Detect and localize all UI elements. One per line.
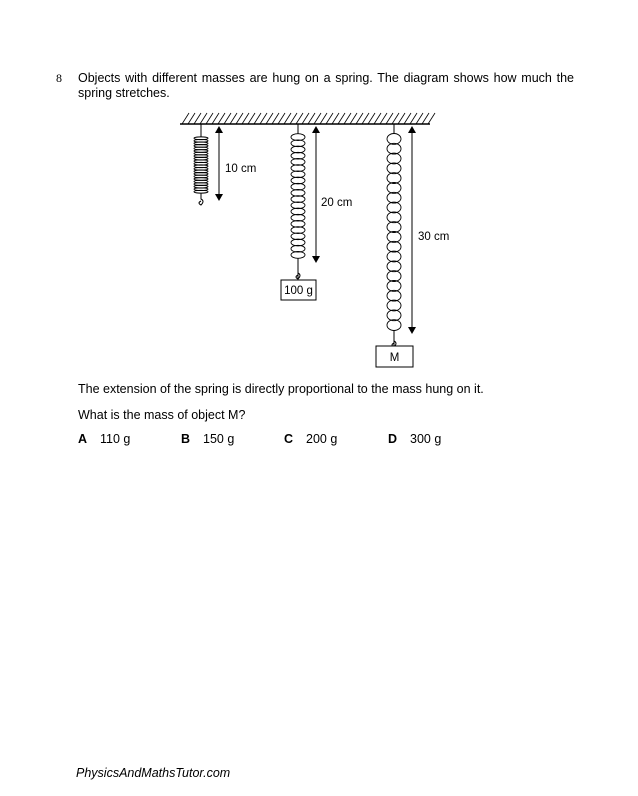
extension-label-30cm: 30 cm (418, 231, 450, 243)
option-d-text: 300 g (410, 432, 442, 446)
option-b-text: 150 g (203, 432, 235, 446)
spring-coil (387, 163, 401, 174)
spring-coil (387, 153, 401, 164)
spring-with-100g (291, 124, 305, 280)
option-c-text: 200 g (306, 432, 338, 446)
spring-coil (387, 212, 401, 223)
ceiling-hatch (356, 113, 363, 124)
ceiling-hatch (362, 113, 369, 124)
spring-coil (387, 310, 401, 321)
ceiling-hatch (338, 113, 345, 124)
spring-coil (387, 232, 401, 243)
spring-unloaded (194, 124, 208, 205)
spring-coil (387, 320, 401, 331)
mass-100g (281, 280, 316, 300)
spring-coil (387, 192, 401, 203)
option-b-letter: B (181, 432, 191, 446)
ceiling-hatch (266, 113, 273, 124)
statement-text: The extension of the spring is directly proportional to the mass hung on it. (78, 382, 484, 396)
ceiling-hatch (326, 113, 333, 124)
mass-m (376, 346, 413, 367)
ceiling-hatch (182, 113, 189, 124)
ceiling-hatch (200, 113, 207, 124)
ceiling-hatch (428, 113, 435, 124)
option-c-letter: C (284, 432, 294, 446)
ceiling-hatch (386, 113, 393, 124)
ceiling-hatch (302, 113, 309, 124)
ceiling-hatch (368, 113, 375, 124)
ceiling-hatch (224, 113, 231, 124)
ceiling-hatch (332, 113, 339, 124)
spring-coil (387, 202, 401, 213)
ceiling-hatch (416, 113, 423, 124)
ceiling-hatch (284, 113, 291, 124)
option-b[interactable] (181, 432, 234, 446)
spring-coil (194, 190, 208, 193)
mass-100g-label: 100 g (284, 285, 313, 297)
ceiling-hatch (314, 113, 321, 124)
question-text: Objects with different masses are hung on a spring. The diagram shows how much the spring stretches. (78, 71, 574, 100)
spring-coil (387, 183, 401, 194)
spring-coil (387, 143, 401, 154)
spring-coil (387, 290, 401, 301)
spring-coil (387, 281, 401, 292)
ceiling-hatch (254, 113, 261, 124)
option-d[interactable] (388, 432, 441, 446)
ceiling-hatch (248, 113, 255, 124)
ceiling-hatch (230, 113, 237, 124)
ceiling-hatch (398, 113, 405, 124)
option-a[interactable] (78, 432, 130, 446)
ceiling-hatch (320, 113, 327, 124)
spring-coil (387, 271, 401, 282)
spring-diagram (0, 0, 638, 380)
extension-label-10cm: 10 cm (225, 163, 257, 175)
option-c[interactable] (284, 432, 337, 446)
spring-coil (387, 261, 401, 272)
ceiling-hatch (188, 113, 195, 124)
ceiling-hatch (380, 113, 387, 124)
spring-with-mass-m (387, 124, 401, 347)
question-number: 8 (56, 71, 62, 85)
option-a-letter: A (78, 432, 88, 446)
footer-brand: PhysicsAndMathsTutor.com (76, 766, 231, 780)
ceiling-hatch (194, 113, 201, 124)
ceiling-hatch (296, 113, 303, 124)
extension-label-20cm: 20 cm (321, 197, 353, 209)
option-d-letter: D (388, 432, 398, 446)
mass-m-label: M (389, 352, 400, 364)
ceiling (180, 113, 435, 124)
prompt-text: What is the mass of object M? (78, 408, 246, 422)
ceiling-hatch (344, 113, 351, 124)
ceiling-hatch (212, 113, 219, 124)
spring-hook (199, 193, 203, 205)
ceiling-hatch (260, 113, 267, 124)
ceiling-hatch (206, 113, 213, 124)
spring-coil (387, 300, 401, 311)
ceiling-hatch (392, 113, 399, 124)
spring-coil (387, 251, 401, 262)
ceiling-hatch (350, 113, 357, 124)
spring-coil (387, 173, 401, 184)
ceiling-hatch (422, 113, 429, 124)
ceiling-hatch (242, 113, 249, 124)
ceiling-hatch (236, 113, 243, 124)
ceiling-hatch (278, 113, 285, 124)
ceiling-hatch (374, 113, 381, 124)
spring-coil (387, 134, 401, 145)
ceiling-hatch (404, 113, 411, 124)
ceiling-hatch (218, 113, 225, 124)
ceiling-hatch (272, 113, 279, 124)
ceiling-hatch (410, 113, 417, 124)
spring-coil (387, 241, 401, 252)
spring-coil (387, 222, 401, 233)
ceiling-hatch (308, 113, 315, 124)
option-a-text: 110 g (100, 432, 131, 446)
ceiling-hatch (290, 113, 297, 124)
